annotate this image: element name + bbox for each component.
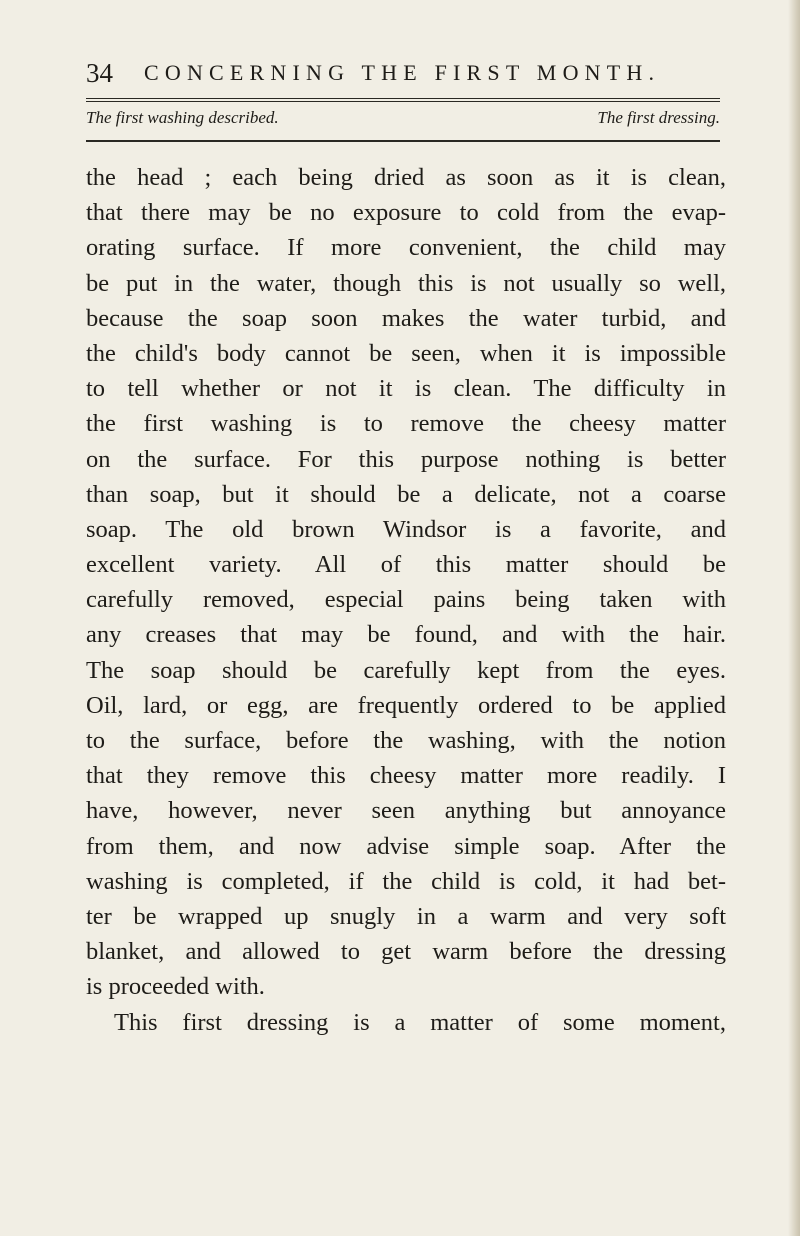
text-line: the first washing is to remove the cheesy matter [86, 410, 726, 438]
text-line: to tell whether or not it is clean. The difficulty in [86, 375, 726, 403]
text-line: the child's body cannot be seen, when it is impossible [86, 339, 726, 367]
body-text [86, 160, 726, 1040]
text-line: that they remove this cheesy matter more readily. I [86, 762, 726, 790]
text-line-paragraph-start: This first dressing is a matter of some moment, [114, 1008, 726, 1036]
text-line: Oil, lard, or egg, are frequently ordered to be applied [86, 691, 726, 719]
text-line: excellent variety. All of this matter should be [86, 551, 726, 579]
header-rule-bottom [86, 140, 720, 142]
sidenote-right: The first dressing. [597, 108, 720, 127]
text-line: that there may be no exposure to cold from the evap- [86, 199, 726, 227]
text-line: blanket, and allowed to get warm before the dressing [86, 938, 726, 966]
text-line: washing is completed, if the child is cold, it had bet- [86, 867, 726, 895]
text-line: The soap should be carefully kept from the eyes. [86, 656, 726, 684]
running-head [86, 58, 720, 92]
page-edge-shadow [788, 0, 800, 1236]
text-line: orating surface. If more convenient, the child may [86, 234, 726, 262]
text-line: have, however, never seen anything but annoyance [86, 797, 726, 825]
text-line: from them, and now advise simple soap. After the [86, 832, 726, 860]
text-line: ter be wrapped up snugly in a warm and very soft [86, 902, 726, 930]
text-line: soap. The old brown Windsor is a favorite, and [86, 515, 726, 543]
text-line: because the soap soon makes the water turbid, and [86, 304, 726, 332]
text-line: be put in the water, though this is not usually so well, [86, 269, 726, 297]
text-line: any creases that may be found, and with the hair. [86, 621, 726, 649]
sidenotes [86, 106, 720, 132]
running-title: CONCERNING THE FIRST MONTH. [144, 60, 661, 85]
header-rule-top [86, 98, 720, 102]
text-line: than soap, but it should be a delicate, not a coarse [86, 480, 726, 508]
text-line: on the surface. For this purpose nothing is better [86, 445, 726, 473]
text-line: is proceeded with. [86, 973, 265, 1001]
sidenote-left: The first washing described. [86, 108, 279, 127]
text-line: the head ; each being dried as soon as it is clean, [86, 164, 726, 191]
text-line: to the surface, before the washing, with the notion [86, 727, 726, 754]
page-number: 34 [86, 58, 113, 88]
text-line: carefully removed, especial pains being taken with [86, 586, 726, 614]
